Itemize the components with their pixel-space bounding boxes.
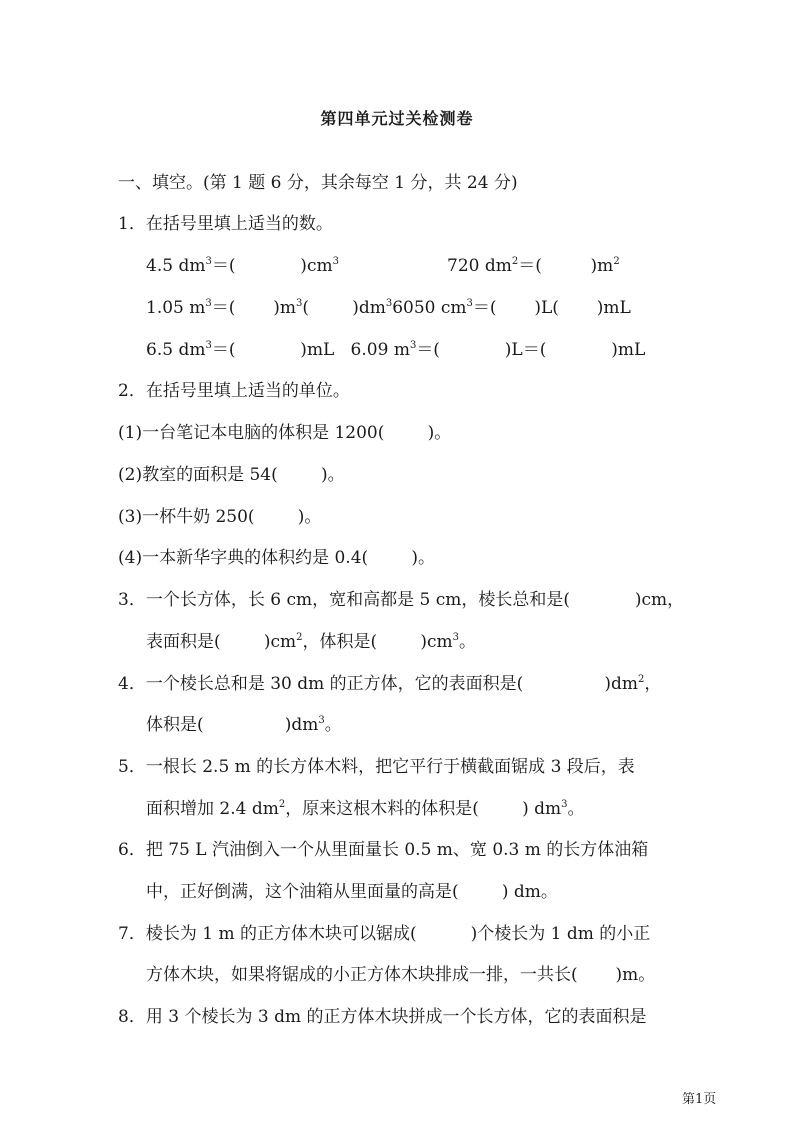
question-2-item-4: (4)一本新华字典的体积约是 0.4( )。 <box>118 548 436 568</box>
question-1-row-3: 6.5 $dm^3=$( )mL 6.09 $m^3=$( )L＝( )mL <box>146 340 646 360</box>
question-7-line-1: 7．棱长为 1 m 的正方体木块可以锯成( )个棱长为 1 dm 的小正 <box>118 924 651 944</box>
question-7-line-2: 方体木块，如果将锯成的小正方体木块排成一排，一共长( )m。 <box>146 965 656 985</box>
page-title: 第四单元过关检测卷 <box>320 109 474 128</box>
question-8-line-1: 8．用 3 个棱长为 3 dm 的正方体木块拼成一个长方体，它的表面积是 <box>118 1007 647 1027</box>
section-heading: 一、填空。(第 1 题 6 分，其余每空 1 分，共 24 分) <box>118 173 518 193</box>
question-2-item-3: (3)一杯牛奶 250( )。 <box>118 507 322 527</box>
question-1-row-1: 4.5 $dm^3=$( )$cm^3$ 720 $dm^2=$( )$m^2$ <box>146 256 620 276</box>
question-4-line-2: 体积是( )$dm^3$。 <box>146 715 342 735</box>
question-2-item-2: (2)教室的面积是 54( )。 <box>118 465 345 485</box>
question-4-line-1: 4．一个棱长总和是 30 dm 的正方体，它的表面积是( )$dm^2$， <box>118 674 662 694</box>
question-5-line-2: 面积增加 2.4 $dm^2$，原来这根木料的体积是( ) $dm^3$。 <box>146 799 585 819</box>
question-3-line-2: 表面积是( )$cm^2$，体积是( )$cm^3$。 <box>146 632 477 652</box>
question-1-stem: 1．在括号里填上适当的数。 <box>118 214 333 234</box>
question-1-row-2: 1.05 $m^3=$( )$m^3$( )$dm^36050$ $cm^3=$( )L( )mL <box>146 298 631 318</box>
question-2-stem: 2．在括号里填上适当的单位。 <box>118 381 350 401</box>
question-2-item-1: (1)一台笔记本电脑的体积是 1200( )。 <box>118 423 452 443</box>
question-6-line-1: 6．把 75 L 汽油倒入一个从里面量长 0.5 m、宽 0.3 m 的长方体油箱 <box>118 840 649 860</box>
page-number: 第1页 <box>682 1092 717 1107</box>
question-5-line-1: 5．一根长 2.5 m 的长方体木料，把它平行于横截面锯成 3 段后，表 <box>118 757 635 777</box>
question-3-line-1: 3．一个长方体，长 6 cm，宽和高都是 5 cm，棱长总和是( )cm， <box>118 590 685 610</box>
question-6-line-2: 中，正好倒满，这个油箱从里面量的高是( ) dm。 <box>146 882 558 902</box>
